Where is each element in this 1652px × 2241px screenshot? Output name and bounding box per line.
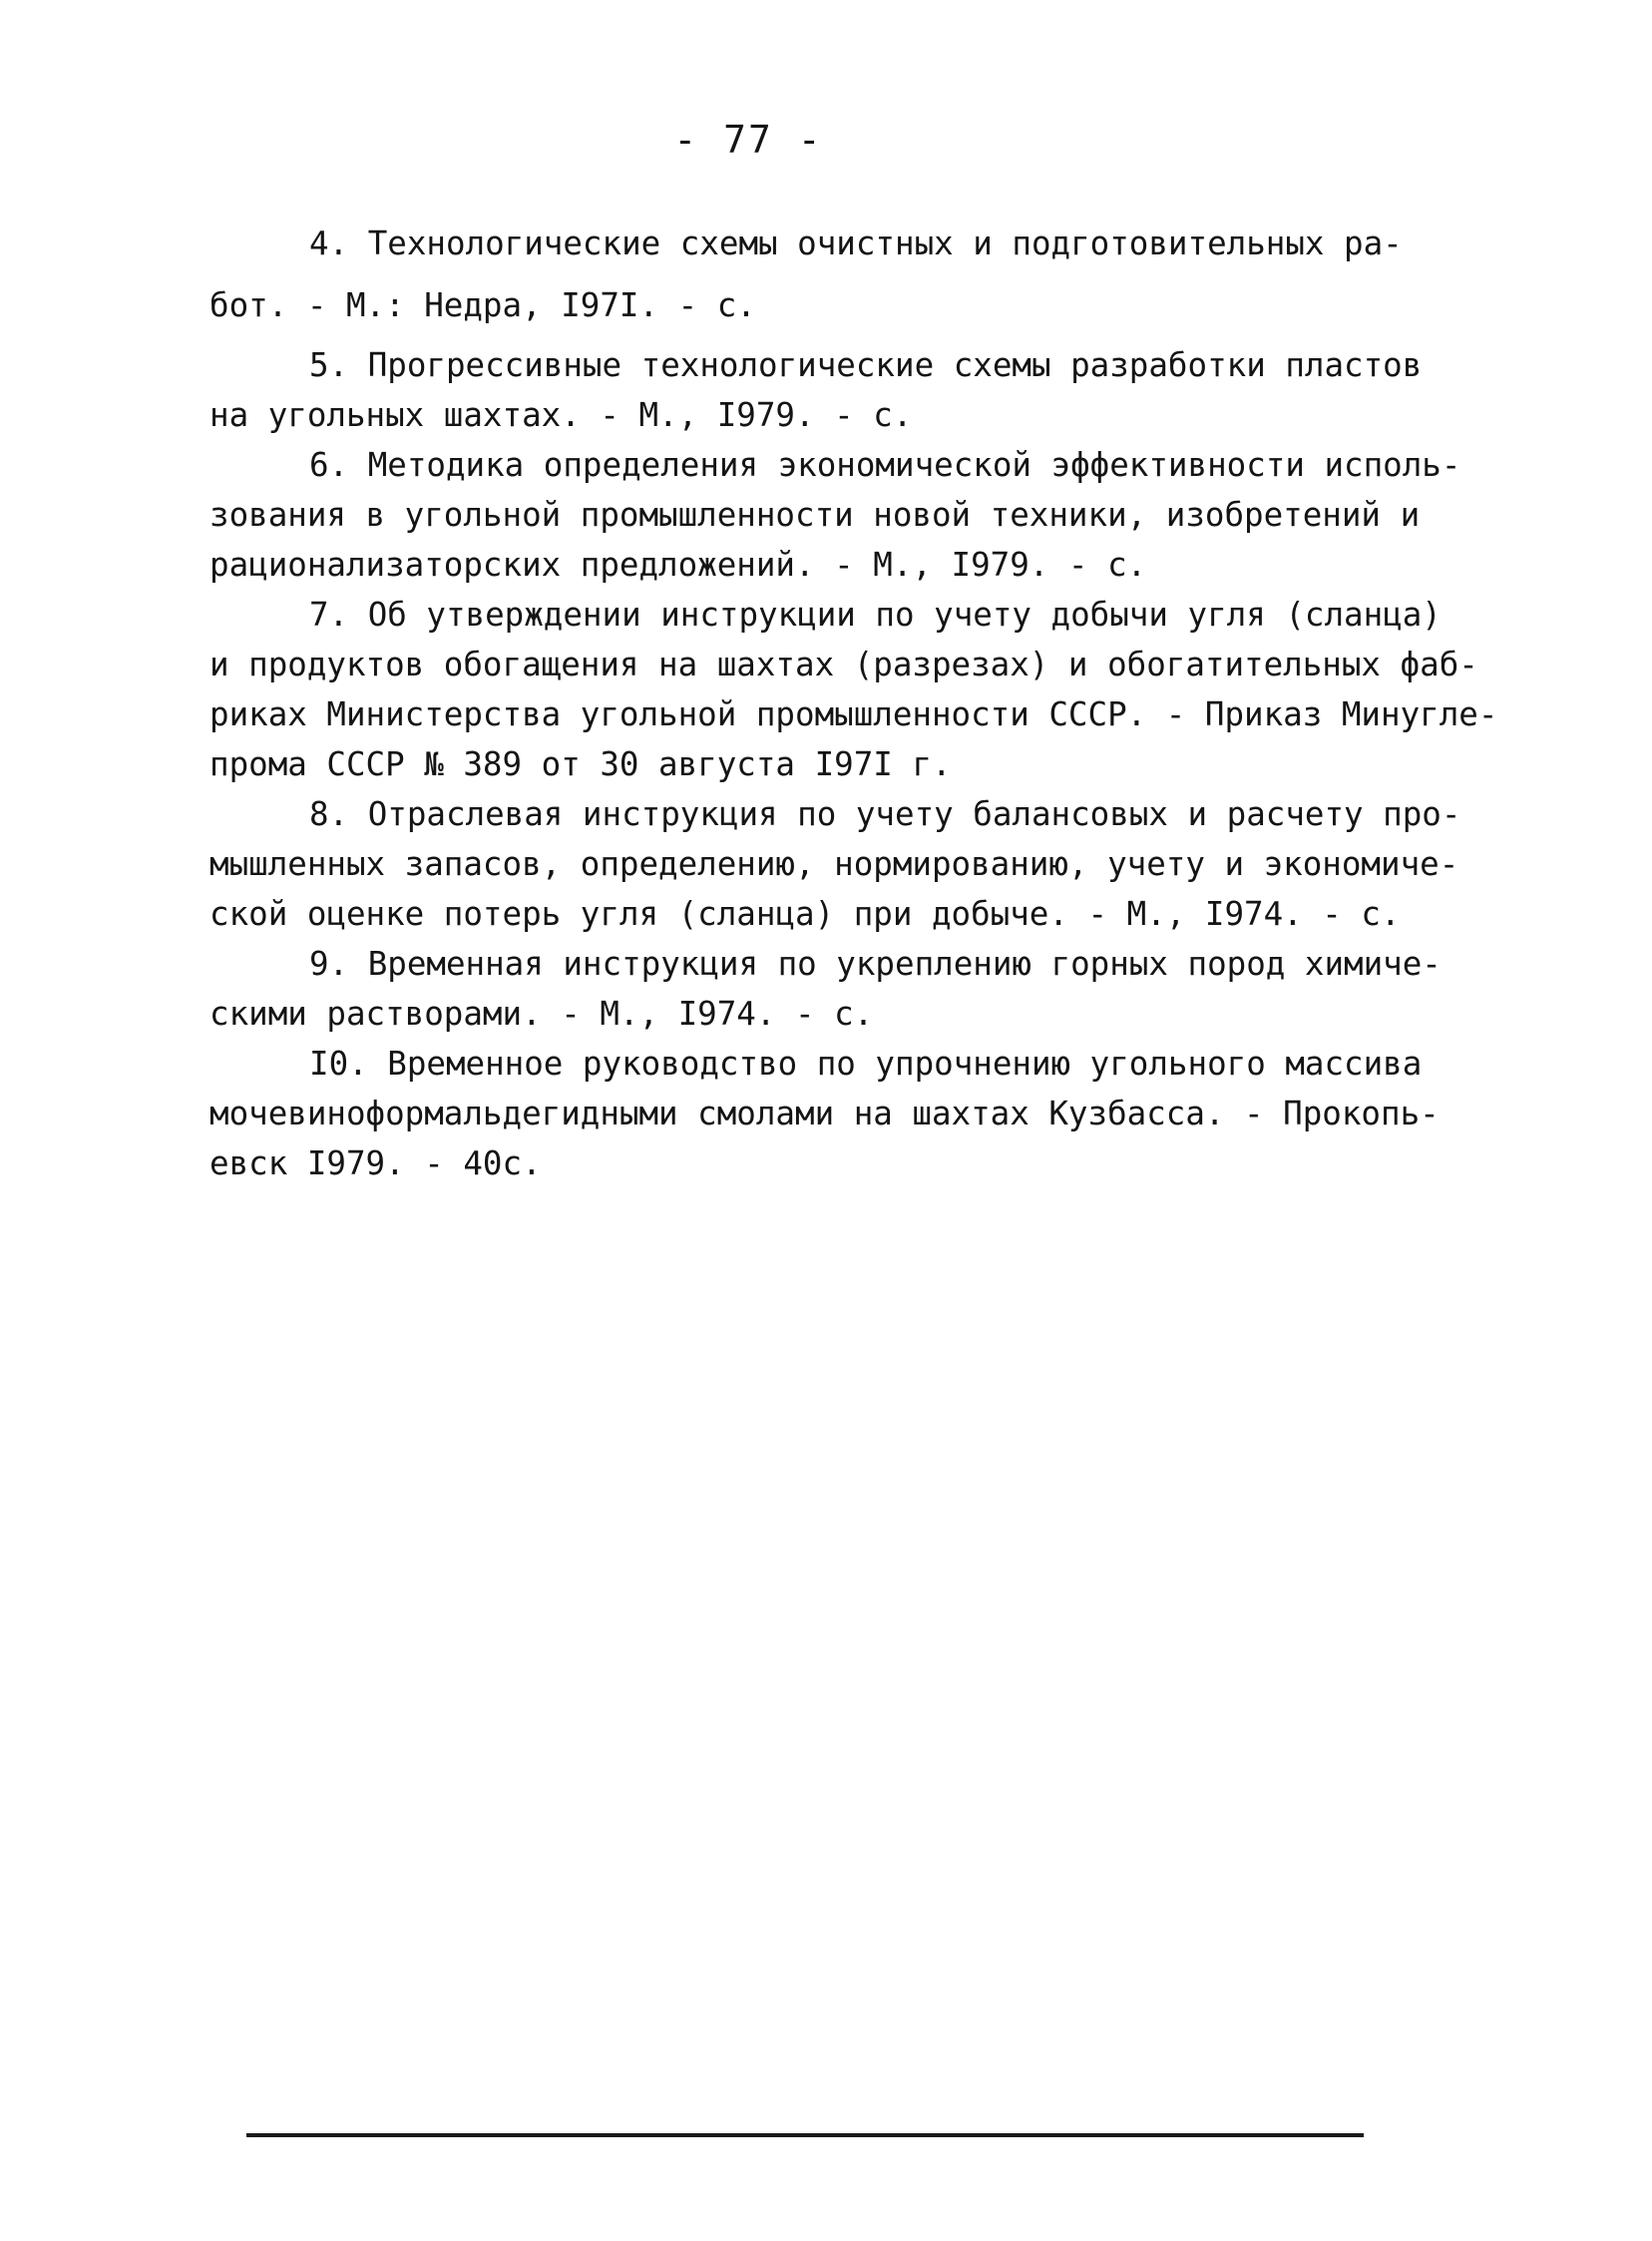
reference-5-line-2: на угольных шахтах. - М., I979. - с. (209, 396, 913, 434)
reference-7-line-3: риках Министерства угольной промышленности СССР. - Приказ Минугле- (209, 695, 1498, 733)
reference-4-line-1: 4. Технологические схемы очистных и подготовительных ра- (309, 224, 1403, 262)
bottom-divider (246, 2133, 1364, 2137)
reference-10-line-3: евск I979. - 40с. (209, 1144, 542, 1182)
reference-6-line-2: зования в угольной промышленности новой техники, изобретений и (209, 496, 1421, 534)
reference-8-line-1: 8. Отраслевая инструкция по учету балансовых и расчету про- (309, 795, 1461, 833)
reference-8-line-2: мышленных запасов, определению, нормированию, учету и экономиче- (209, 845, 1459, 883)
reference-8-line-3: ской оценке потерь угля (сланца) при добыче. - М., I974. - с. (209, 895, 1401, 933)
reference-7-line-4: прома СССР № 389 от 30 августа I97I г. (209, 745, 952, 783)
reference-6-line-3: рационализаторских предложений. - М., I979. - с. (209, 546, 1147, 584)
reference-5-line-1: 5. Прогрессивные технологические схемы разработки пластов (309, 346, 1423, 384)
reference-7-line-2: и продуктов обогащения на шахтах (разрезах) и обогатительных фаб- (209, 646, 1478, 683)
reference-9-line-2: скими растворами. - М., I974. - с. (209, 995, 874, 1033)
reference-4-line-2: бот. - М.: Недра, I97I. - с. (209, 286, 756, 324)
reference-9-line-1: 9. Временная инструкция по укреплению горных пород химиче- (309, 945, 1442, 983)
page-number: - 77 - (673, 118, 823, 162)
reference-6-line-1: 6. Методика определения экономической эффективности исполь- (309, 446, 1461, 484)
reference-7-line-1: 7. Об утверждении инструкции по учету добычи угля (сланца) (309, 596, 1442, 634)
reference-10-line-2: мочевиноформальдегидными смолами на шахтах Кузбасса. - Прокопь- (209, 1095, 1440, 1132)
reference-10-line-1: I0. Временное руководство по упрочнению угольного массива (309, 1045, 1423, 1083)
